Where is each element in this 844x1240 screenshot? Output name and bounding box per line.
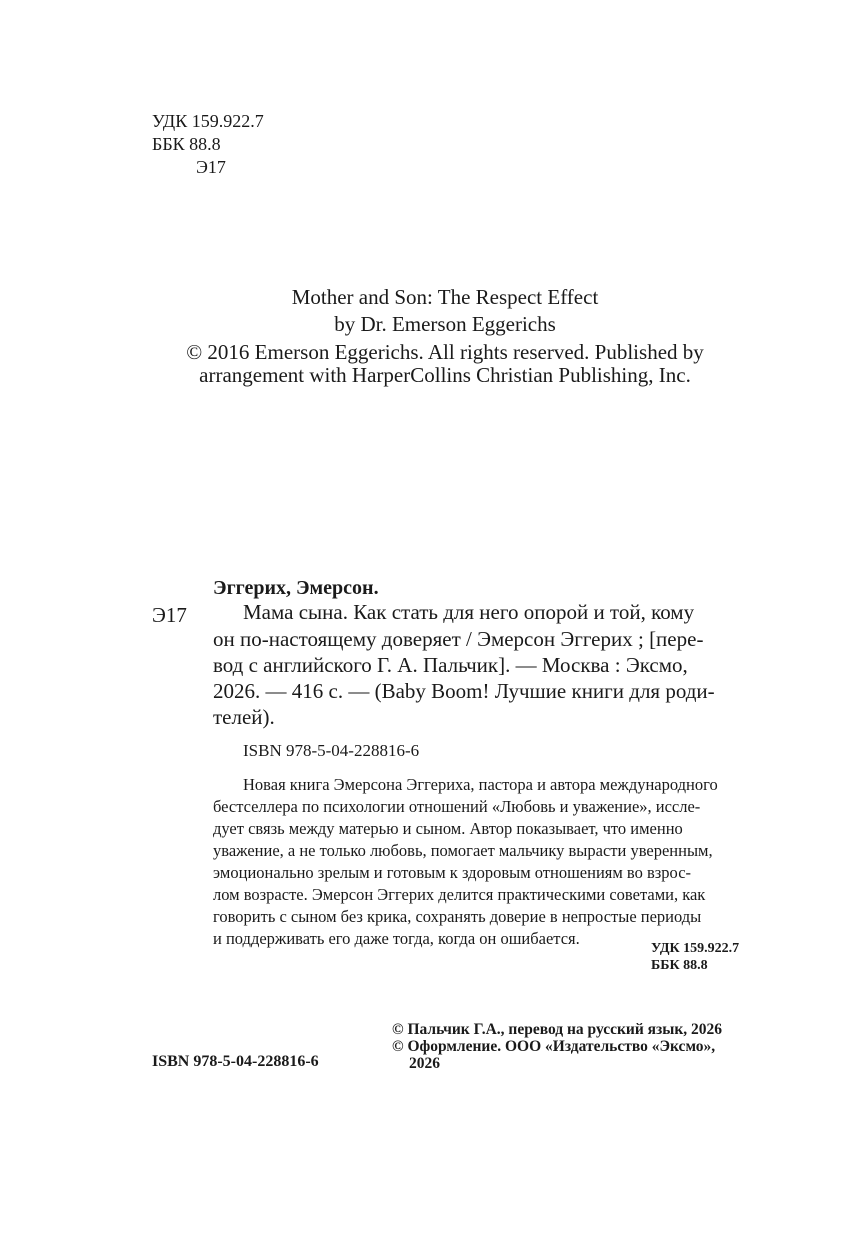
catalog-udk: УДК 159.922.7 — [651, 941, 740, 956]
copyright-translation: © Пальчик Г.А., перевод на русский язык, 2026 — [392, 1021, 723, 1038]
catalog-author-heading: Эггерих, Эмерсон. — [213, 577, 379, 599]
annotation-line: уважение, а не только любовь, помогает мальчику вырасти уверенным, — [213, 841, 713, 860]
description-line: Мама сына. Как стать для него опорой и той, кому — [243, 600, 695, 624]
description-line: телей). — [213, 705, 275, 729]
original-rights-line-1: © 2016 Emerson Eggerichs. All rights reserved. Published by — [186, 340, 704, 364]
bbk-code: ББК 88.8 — [152, 134, 221, 154]
catalog-bbk: ББК 88.8 — [651, 958, 708, 973]
original-author: by Dr. Emerson Eggerichs — [334, 312, 556, 336]
author-mark: Э17 — [196, 157, 226, 177]
catalog-author-mark: Э17 — [152, 603, 187, 627]
catalog-isbn: ISBN 978-5-04-228816-6 — [243, 741, 420, 760]
description-line: 2026. — 416 с. — (Baby Boom! Лучшие книги для роди- — [213, 679, 715, 703]
original-rights-line-2: arrangement with HarperCollins Christian Publishing, Inc. — [199, 363, 691, 387]
annotation-line: говорить с сыном без крика, сохранять доверие в непростые периоды — [213, 907, 702, 926]
copyright-design-year: 2026 — [409, 1055, 440, 1072]
original-title: Mother and Son: The Respect Effect — [291, 285, 599, 309]
description-line: он по-настоящему доверяет / Эмерсон Эггерих ; [пере- — [213, 627, 704, 651]
description-line: вод с английского Г. А. Пальчик]. — Москва : Эксмо, — [213, 653, 688, 677]
annotation-line: и поддерживать его даже тогда, когда он ошибается. — [213, 929, 580, 948]
annotation-line: лом возрасте. Эмерсон Эггерих делится практическими советами, как — [213, 885, 706, 904]
annotation-line: дует связь между матерью и сыном. Автор показывает, что именно — [213, 819, 683, 838]
footer-isbn: ISBN 978-5-04-228816-6 — [152, 1053, 319, 1070]
udk-code: УДК 159.922.7 — [152, 111, 264, 131]
annotation-line: эмоционально зрелым и готовым к здоровым отношениям во взрос- — [213, 863, 692, 882]
annotation-line: Новая книга Эмерсона Эггериха, пастора и автора международного — [243, 775, 718, 794]
copyright-design: © Оформление. ООО «Издательство «Эксмо», — [392, 1038, 716, 1055]
annotation-line: бестселлера по психологии отношений «Любовь и уважение», иссле- — [213, 797, 701, 816]
